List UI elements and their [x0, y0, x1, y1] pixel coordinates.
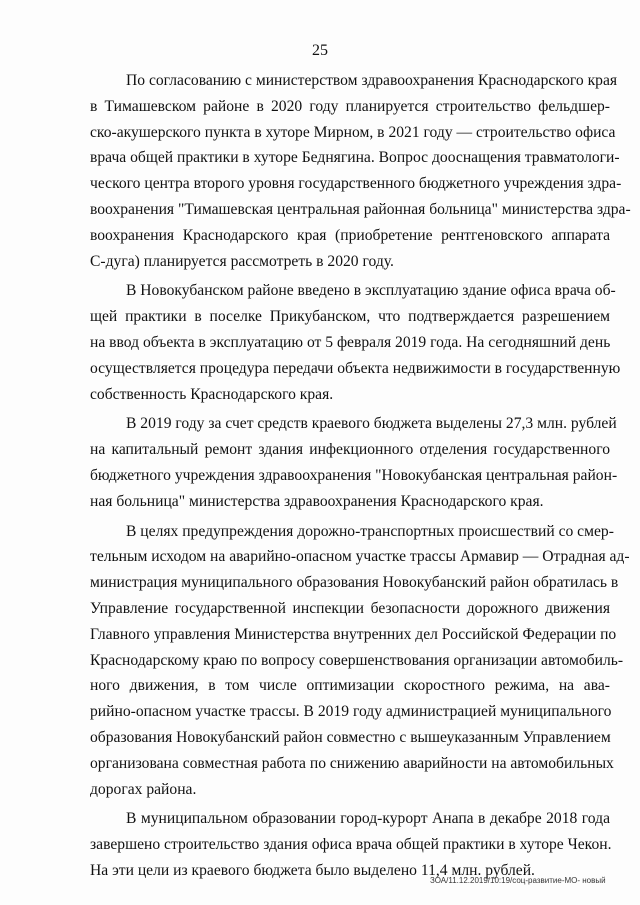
- paragraph-line: на ввод объекта в эксплуатацию от 5 февраля 2019 года. На сегодняшний день: [90, 333, 611, 351]
- paragraph-line: В муниципальном образовании город-курорт Анапа в декабре 2018 года: [126, 810, 610, 828]
- paragraph-line: В Новокубанском районе введено в эксплуатацию здание офиса врача об-: [126, 282, 616, 300]
- paragraph: [90, 411, 618, 514]
- paragraph-line: образования Новокубанский район совместно с вышеуказанным Управлением: [90, 728, 611, 746]
- paragraph-line: По согласованию с министерством здравоохранения Краснодарского края: [126, 72, 618, 89]
- paragraph: [90, 806, 610, 883]
- paragraph: [90, 278, 621, 407]
- paragraph-line: ного движения, в том числе оптимизации скоростного режима, на ава-: [90, 677, 610, 695]
- document-body: [90, 68, 631, 884]
- paragraph-line: собственность Краснодарского края.: [90, 385, 334, 403]
- paragraph-line: завершено строительство здания офиса врача общей практики в хуторе Чекон.: [90, 836, 612, 854]
- paragraph-line: на капитальный ремонт здания инфекционного отделения государственного: [90, 441, 610, 459]
- page-number: 25: [312, 42, 328, 59]
- paragraph-line: воохранения Краснодарского края (приобретение рентгеновского аппарата: [90, 226, 610, 244]
- paragraph: [90, 519, 630, 803]
- paragraph-line: В 2019 году за счет средств краевого бюджета выделены 27,3 млн. рублей: [126, 415, 617, 433]
- paragraph-line: ная больница" министерства здравоохранения Краснодарского края.: [90, 492, 544, 510]
- paragraph-line: дорогах района.: [90, 780, 197, 798]
- paragraph-line: На эти цели из краевого бюджета было выделено 11,4 млн. рублей.: [90, 861, 535, 879]
- paragraph-line: ческого центра второго уровня государственного бюджетного учреждения здра-: [90, 175, 622, 193]
- paragraph-line: воохранения "Тимашевская центральная районная больница" министерства здра-: [90, 200, 631, 218]
- paragraph-line: Управление государственной инспекции безопасности дорожного движения: [90, 599, 610, 617]
- paragraph-line: рийно-опасном участке трассы. В 2019 году администрацией муниципального: [90, 703, 612, 721]
- paragraph-line: в Тимашевском районе в 2020 году планируется строительство фельдшер-: [90, 97, 610, 115]
- paragraph-line: В целях предупреждения дорожно-транспортных происшествий со смер-: [126, 522, 614, 540]
- paragraph-line: С-дуга) планируется рассмотреть в 2020 году.: [90, 252, 394, 270]
- paragraph-line: министрация муниципального образования Новокубанский район обратилась в: [90, 574, 619, 592]
- paragraph-line: щей практики в поселке Прикубанском, что подтверждается разрешением: [90, 308, 610, 326]
- paragraph-line: тельным исходом на аварийно-опасном участке трассы Армавир — Отрадная ад-: [90, 548, 630, 566]
- paragraph-line: бюджетного учреждения здравоохранения "Новокубанская центральная район-: [90, 466, 618, 484]
- paragraph-line: ско-акушерского пункта в хуторе Мирном, в 2021 году — строительство офиса: [90, 123, 616, 141]
- paragraph-line: осуществляется процедура передачи объекта недвижимости в государственную: [90, 359, 621, 377]
- paragraph-line: Главного управления Министерства внутренних дел Российской Федерации по: [90, 625, 617, 643]
- document-footer-code: ЗОА/11.12.2019/10:19/соц-развитие-МО- новый: [430, 876, 606, 885]
- paragraph-line: организована совместная работа по снижению аварийности на автомобильных: [90, 754, 614, 772]
- paragraph: [90, 68, 631, 274]
- paragraph-line: врача общей практики в хуторе Беднягина. Вопрос дооснащения травматологи-: [90, 149, 620, 167]
- paragraph-line: Краснодарскому краю по вопросу совершенствования организации автомобиль-: [90, 651, 624, 669]
